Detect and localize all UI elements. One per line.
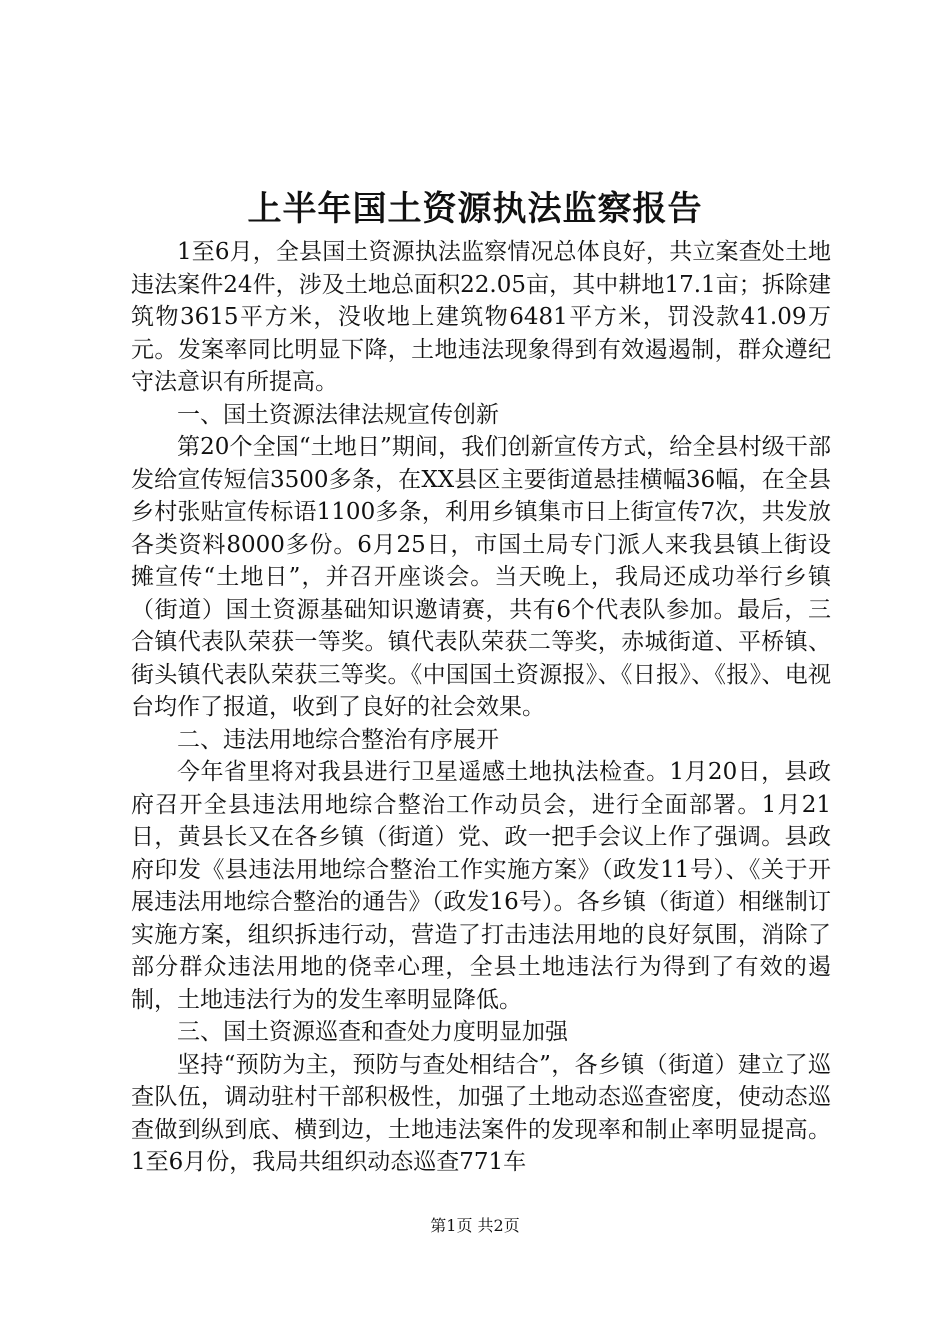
paragraph-section-2: 今年省里将对我县进行卫星遥感土地执法检查。1月20日，县政府召开全县违法用地综合整治工作动员会，进行全面部署。1月21日，黄县长又在各乡镇（街道）党、政一把手会议上作了强调。县政府印发《县违法用地综合整治工作实施方案》（政发11号）、《关于开展违法用地综合整治的通告》（政发16号）。各乡镇（街道）相继制订实施方案，组织拆违行动，营造了打击违法用地的良好氛围，消除了部分群众违法用地的侥幸心理，全县土地违法行为得到了有效的遏制，土地违法行为的发生率明显降低。 xyxy=(131,759,831,1013)
section-heading-2: 二、违法用地综合整治有序展开 xyxy=(177,726,499,753)
section-heading-3: 三、国土资源巡查和查处力度明显加强 xyxy=(177,1019,568,1045)
paragraph-section-1: 第20个全国“土地日”期间，我们创新宣传方式，给全县村级干部发给宣传短信3500多条，在XX县区主要街道悬挂横幅36幅，在全县乡村张贴宣传标语1100多条，利用乡镇集市日上街宣传7次，共发放各类资料8000多份。6月25日，市国土局专门派人来我县镇上街设摊宣传“土地日”，并召开座谈会。当天晚上，我局还成功举行乡镇（街道）国土资源基础知识邀请赛，共有6个代表队参加。最后，三合镇代表队荣获一等奖。镇代表队荣获二等奖，赤城街道、平桥镇、街头镇代表队荣获三等奖。《中国国土资源报》、《日报》、《报》、电视台均作了报道，收到了良好的社会效果。 xyxy=(131,434,831,720)
section-heading-1: 一、国土资源法律法规宣传创新 xyxy=(177,401,499,428)
paragraph-section-3: 坚持“预防为主，预防与查处相结合”，各乡镇（街道）建立了巡查队伍，调动驻村干部积极性，加强了土地动态巡查密度，使动态巡查做到纵到底、横到边，土地违法案件的发现率和制止率明显提高。1至6月份，我局共组织动态巡查771车 xyxy=(131,1051,831,1175)
page-number: 第1页 共2页 xyxy=(430,1216,520,1235)
document-title: 上半年国土资源执法监察报告 xyxy=(247,189,703,229)
document-body xyxy=(131,236,831,1179)
paragraph-summary: 1至6月，全县国土资源执法监察情况总体良好，共立案查处土地违法案件24件，涉及土地总面积22.05亩，其中耕地17.1亩；拆除建筑物3615平方米，没收地上建筑物6481平方米，罚没款41.09万元。发案率同比明显下降，土地违法现象得到有效遏遏制，群众遵纪守法意识有所提高。 xyxy=(131,239,831,395)
